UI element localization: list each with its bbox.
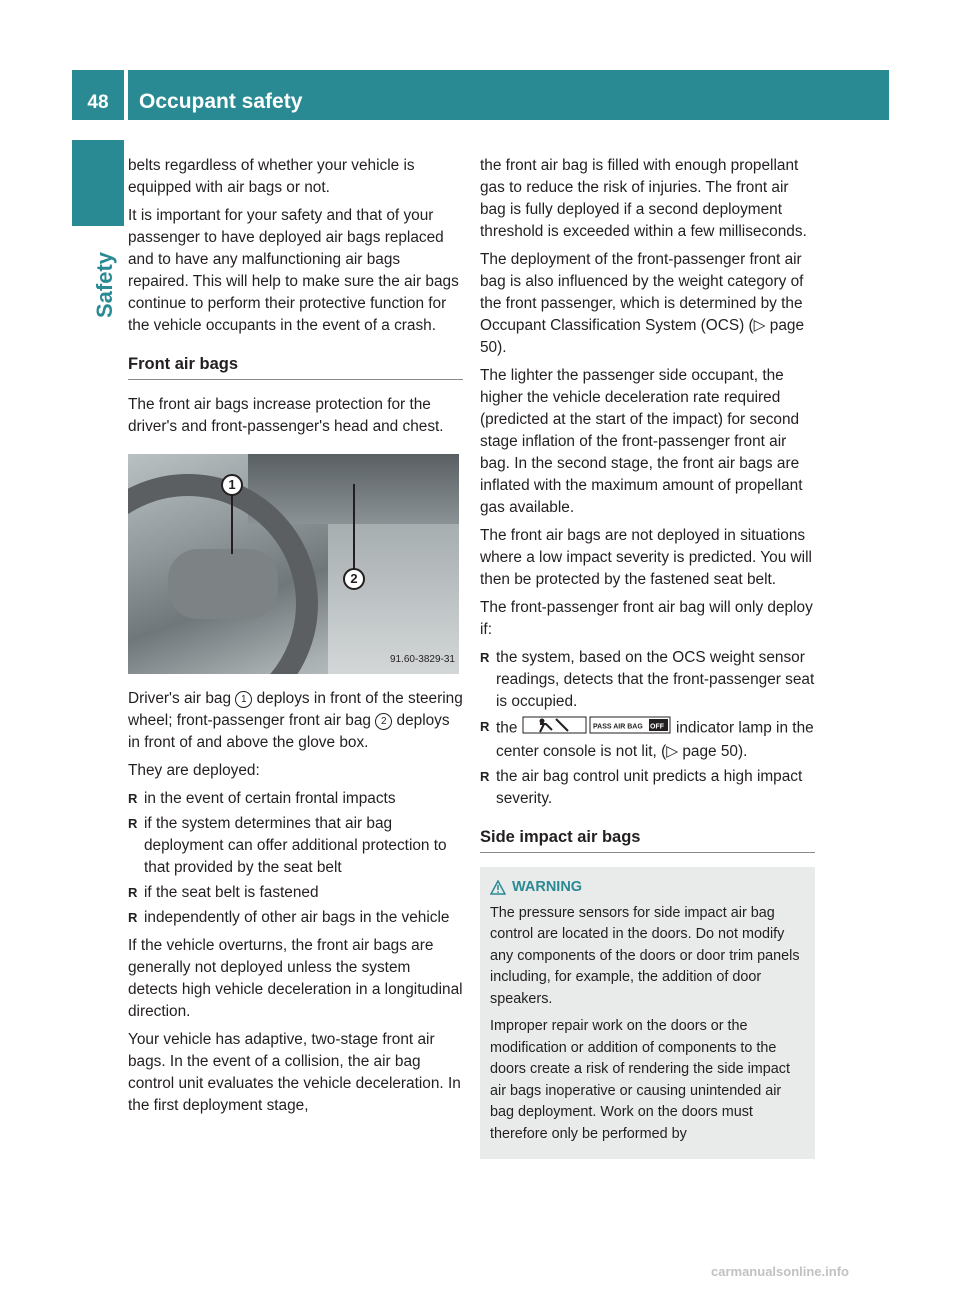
callout-ref-1: 1 bbox=[235, 691, 252, 708]
callout-2: 2 bbox=[343, 568, 365, 590]
paragraph: The deployment of the front-passenger front air bag is also influenced by the weight category of the front passenger, which is determined by the Occupant Classification System (OCS) (▷ page 50). bbox=[480, 251, 805, 356]
wheel-hub-shape bbox=[168, 549, 278, 619]
section-heading: Side impact air bags bbox=[480, 826, 815, 853]
text-span: the bbox=[496, 719, 522, 737]
text-span: deploys in front of the steering wheel; front-passenger front air bag bbox=[128, 690, 463, 729]
right-column bbox=[480, 155, 815, 1159]
paragraph: The front air bags increase protection for the driver's and front-passenger's head and chest. bbox=[128, 396, 444, 435]
callout-1: 1 bbox=[221, 474, 243, 496]
paragraph: Your vehicle has adaptive, two-stage front air bags. In the event of a collision, the air bag control unit evaluates the vehicle deceleration. In the first deployment stage, bbox=[128, 1031, 461, 1114]
page-number: 48 bbox=[87, 92, 109, 113]
list-item: R if the system determines that air bag deployment can offer additional protection to that provided by the seat belt bbox=[128, 813, 463, 879]
section-heading: Front air bags bbox=[128, 353, 463, 380]
list-item: R independently of other air bags in the vehicle bbox=[128, 907, 463, 929]
side-tab-label-wrap bbox=[72, 236, 124, 356]
warning-triangle-icon bbox=[490, 880, 506, 895]
paragraph: The front-passenger front air bag will only deploy if: bbox=[480, 599, 813, 638]
paragraph bbox=[128, 688, 463, 754]
list-item: R the system, based on the OCS weight sensor readings, detects that the front-passenger seat is occupied. bbox=[480, 647, 815, 713]
warning-header bbox=[490, 877, 805, 899]
bullet-list bbox=[128, 788, 463, 929]
bullet-list bbox=[480, 647, 815, 810]
list-item bbox=[480, 716, 815, 763]
paragraph: The front air bags are not deployed in situations where a low impact severity is predicted. You will then be protected by the fastened seat belt. bbox=[480, 527, 812, 588]
warning-box bbox=[480, 867, 815, 1159]
callout-line-2 bbox=[353, 484, 355, 569]
page-title: Occupant safety bbox=[139, 90, 303, 113]
text-span: indicator lamp in the center console is not lit, (▷ page 50). bbox=[496, 719, 814, 760]
list-item: R the air bag control unit predicts a high impact severity. bbox=[480, 766, 815, 810]
header-separator bbox=[124, 70, 128, 120]
side-tab bbox=[72, 140, 124, 226]
list-item: R in the event of certain frontal impacts bbox=[128, 788, 463, 810]
paragraph: They are deployed: bbox=[128, 762, 260, 779]
warning-paragraph: The pressure sensors for side impact air bag control are located in the doors. Do not modify any components of the doors or door trim panels including, for example, the addition of door speakers. bbox=[490, 904, 800, 1007]
airbag-off-indicator-icon bbox=[522, 716, 672, 741]
text-span: Driver's air bag bbox=[128, 690, 236, 707]
warning-title: WARNING bbox=[512, 879, 583, 895]
lamp-text: PASS AIR BAG bbox=[592, 723, 643, 731]
watermark: carmanualsonline.info bbox=[711, 1264, 849, 1279]
list-item: R if the seat belt is fastened bbox=[128, 882, 463, 904]
callout-line-1 bbox=[231, 494, 233, 554]
lamp-off-text: OFF bbox=[649, 723, 664, 731]
paragraph: belts regardless of whether your vehicle is equipped with air bags or not. bbox=[128, 157, 415, 196]
left-column bbox=[128, 155, 463, 1123]
callout-ref-2: 2 bbox=[375, 713, 392, 730]
paragraph: If the vehicle overturns, the front air bags are generally not deployed unless the system detects high vehicle deceleration in a longitudinal direction. bbox=[128, 937, 463, 1020]
paragraph: It is important for your safety and that of your passenger to have deployed air bags replaced and to have any malfunctioning air bags repaired. This will help to make sure the air bags continue to perform their protective function for the vehicle occupants in the event of a crash. bbox=[128, 207, 459, 334]
warning-paragraph: Improper repair work on the doors or the modification or addition of components to the doors create a risk of rendering the side impact air bags inoperative or causing unintended air bag deployment. Work on the doors must therefore only be performed by bbox=[490, 1018, 790, 1142]
steering-wheel-figure bbox=[128, 454, 459, 674]
paragraph: the front air bag is filled with enough propellant gas to reduce the risk of injuries. The front air bag is fully deployed if a second deployment threshold is exceeded within a few milliseconds. bbox=[480, 157, 807, 240]
figure-code: 91.60-3829-31 bbox=[389, 654, 455, 665]
paragraph: The lighter the passenger side occupant, the higher the vehicle deceleration rate required (predicted at the start of the impact) for second stage inflation of the front-passenger front air bag. In the second stage, the front air bags are inflated with the maximum amount of propellant gas available. bbox=[480, 367, 803, 516]
text-span: deploys in front of and above the glove box. bbox=[128, 712, 450, 751]
side-tab-label: Safety bbox=[92, 251, 117, 318]
